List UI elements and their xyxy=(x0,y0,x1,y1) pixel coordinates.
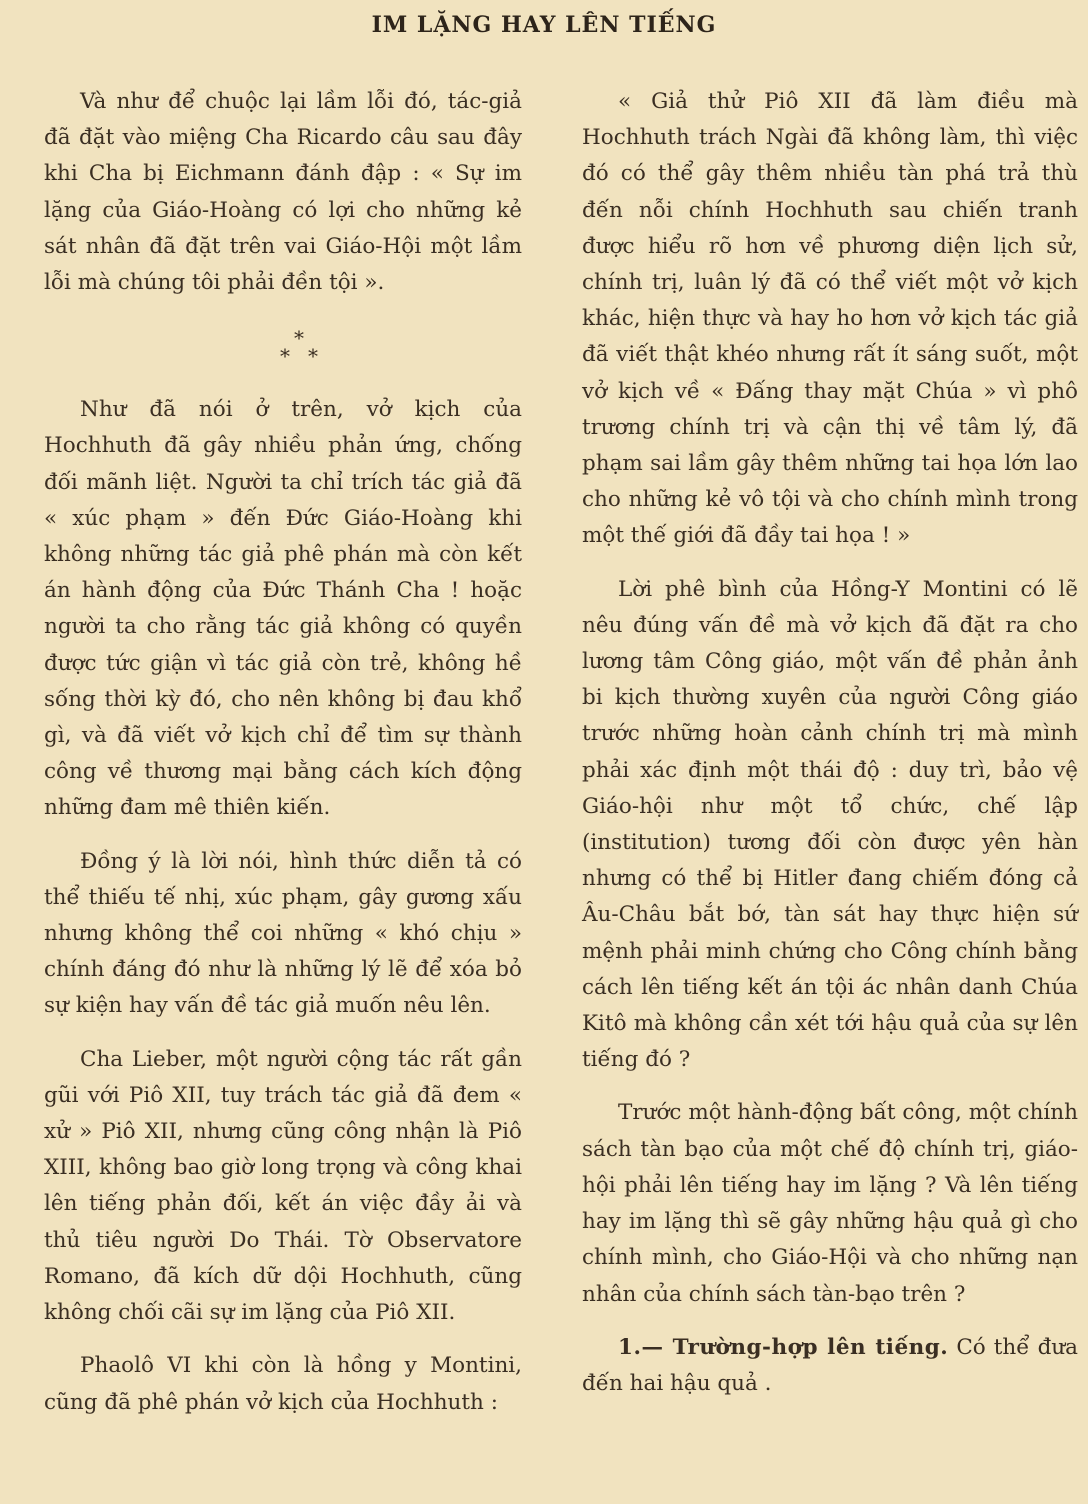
right-column xyxy=(582,84,1078,1419)
section-separator xyxy=(44,318,522,376)
paragraph: « Giả thử Piô XII đã làm điều mà Hochhuth trách Ngài đã không làm, thì việc đó có thể gây thêm nhiều tàn phá trả thù đến nỗi chính Hochhuth sau chiến tranh được hiểu rõ hơn về phương diện lịch sử, chính trị, luân lý đã có thể viết một vở kịch khác, hiện thực và hay ho hơn vở kịch tác giả đã viết thật khéo nhưng rất ít sáng suốt, một vở kịch về « Đấng thay mặt Chúa » vì phô trương chính trị và cận thị về tâm lý, đã phạm sai lầm gây thêm những tai họa lớn lao cho những kẻ vô tội và cho chính mình trong một thế giới đã đầy tai họa ! » xyxy=(582,89,1078,549)
paragraph: Phaolô VI khi còn là hồng y Montini, cũng đã phê phán vở kịch của Hochhuth : xyxy=(44,1353,522,1415)
separator-star: * xyxy=(294,326,304,351)
separator-star: * xyxy=(308,344,318,369)
paragraph-text: Có thể đưa đến hai hậu quả . xyxy=(582,1334,1078,1396)
paragraph: Trước một hành-động bất công, một chính sách tàn bạo của một chế độ chính trị, giáo-hội phải lên tiếng hay im lặng ? Và lên tiếng hay im lặng thì sẽ gây những hậu quả gì cho chính mình, cho Giáo-Hội và cho những nạn nhân của chính sách tàn-bạo trên ? xyxy=(582,1100,1078,1307)
section-heading: 1.— Trường-hợp lên tiếng. xyxy=(618,1334,949,1360)
left-column xyxy=(44,84,522,1438)
paragraph xyxy=(582,1330,1078,1402)
page-title: IM LẶNG HAY LÊN TIẾNG xyxy=(371,12,717,38)
paragraph: Và như để chuộc lại lầm lỗi đó, tác-giả đã đặt vào miệng Cha Ricardo câu sau đây khi Cha bị Eichmann đánh đập : « Sự im lặng của Giáo-Hoàng có lợi cho những kẻ sát nhân đã đặt trên vai Giáo-Hội một lầm lỗi mà chúng tôi phải đền tội ». xyxy=(44,89,522,296)
paragraph: Như đã nói ở trên, vở kịch của Hochhuth đã gây nhiều phản ứng, chống đối mãnh liệt. Người ta chỉ trích tác giả đã « xúc phạm » đến Đức Giáo-Hoàng khi không những tác giả phê phán mà còn kết án hành động của Đức Thánh Cha ! hoặc người ta cho rằng tác giả không có quyền được tức giận vì tác giả còn trẻ, không hề sống thời kỳ đó, cho nên không bị đau khổ gì, và đã viết vở kịch chỉ để tìm sự thành công về thương mại bằng cách kích động những đam mê thiên kiến. xyxy=(44,397,522,821)
paragraph: Đồng ý là lời nói, hình thức diễn tả có thể thiếu tế nhị, xúc phạm, gây gương xấu nhưng không thể coi những « khó chịu » chính đáng đó như là những lý lẽ để xóa bỏ sự kiện hay vấn đề tác giả muốn nêu lên. xyxy=(44,848,522,1019)
paragraph: Lời phê bình của Hồng-Y Montini có lẽ nêu đúng vấn đề mà vở kịch đã đặt ra cho lương tâm Công giáo, một vấn đề phản ảnh bi kịch thường xuyên của người Công giáo trước những hoàn cảnh chính trị mà mình phải xác định một thái độ : duy trì, bảo vệ Giáo-hội như một tổ chức, chế lập (institution) tương đối còn được yên hàn nhưng có thể bị Hitler đang chiếm đóng cả Âu-Châu bắt bớ, tàn sát hay thực hiện sứ mệnh phải minh chứng cho Công chính bằng cách lên tiếng kết án tội ác nhân danh Chúa Kitô mà không cần xét tới hậu quả của sự lên tiếng đó ? xyxy=(582,576,1078,1073)
paragraph: Cha Lieber, một người cộng tác rất gần gũi với Piô XII, tuy trách tác giả đã đem « xử » Piô XII, nhưng cũng công nhận là Piô XIII, không bao giờ long trọng và công khai lên tiếng phản đối, kết án việc đầy ải và thủ tiêu người Do Thái. Tờ Observatore Romano, đã kích dữ dội Hochhuth, cũng không chối cãi sự im lặng của Piô XII. xyxy=(44,1046,522,1326)
separator-star: * xyxy=(280,344,290,369)
